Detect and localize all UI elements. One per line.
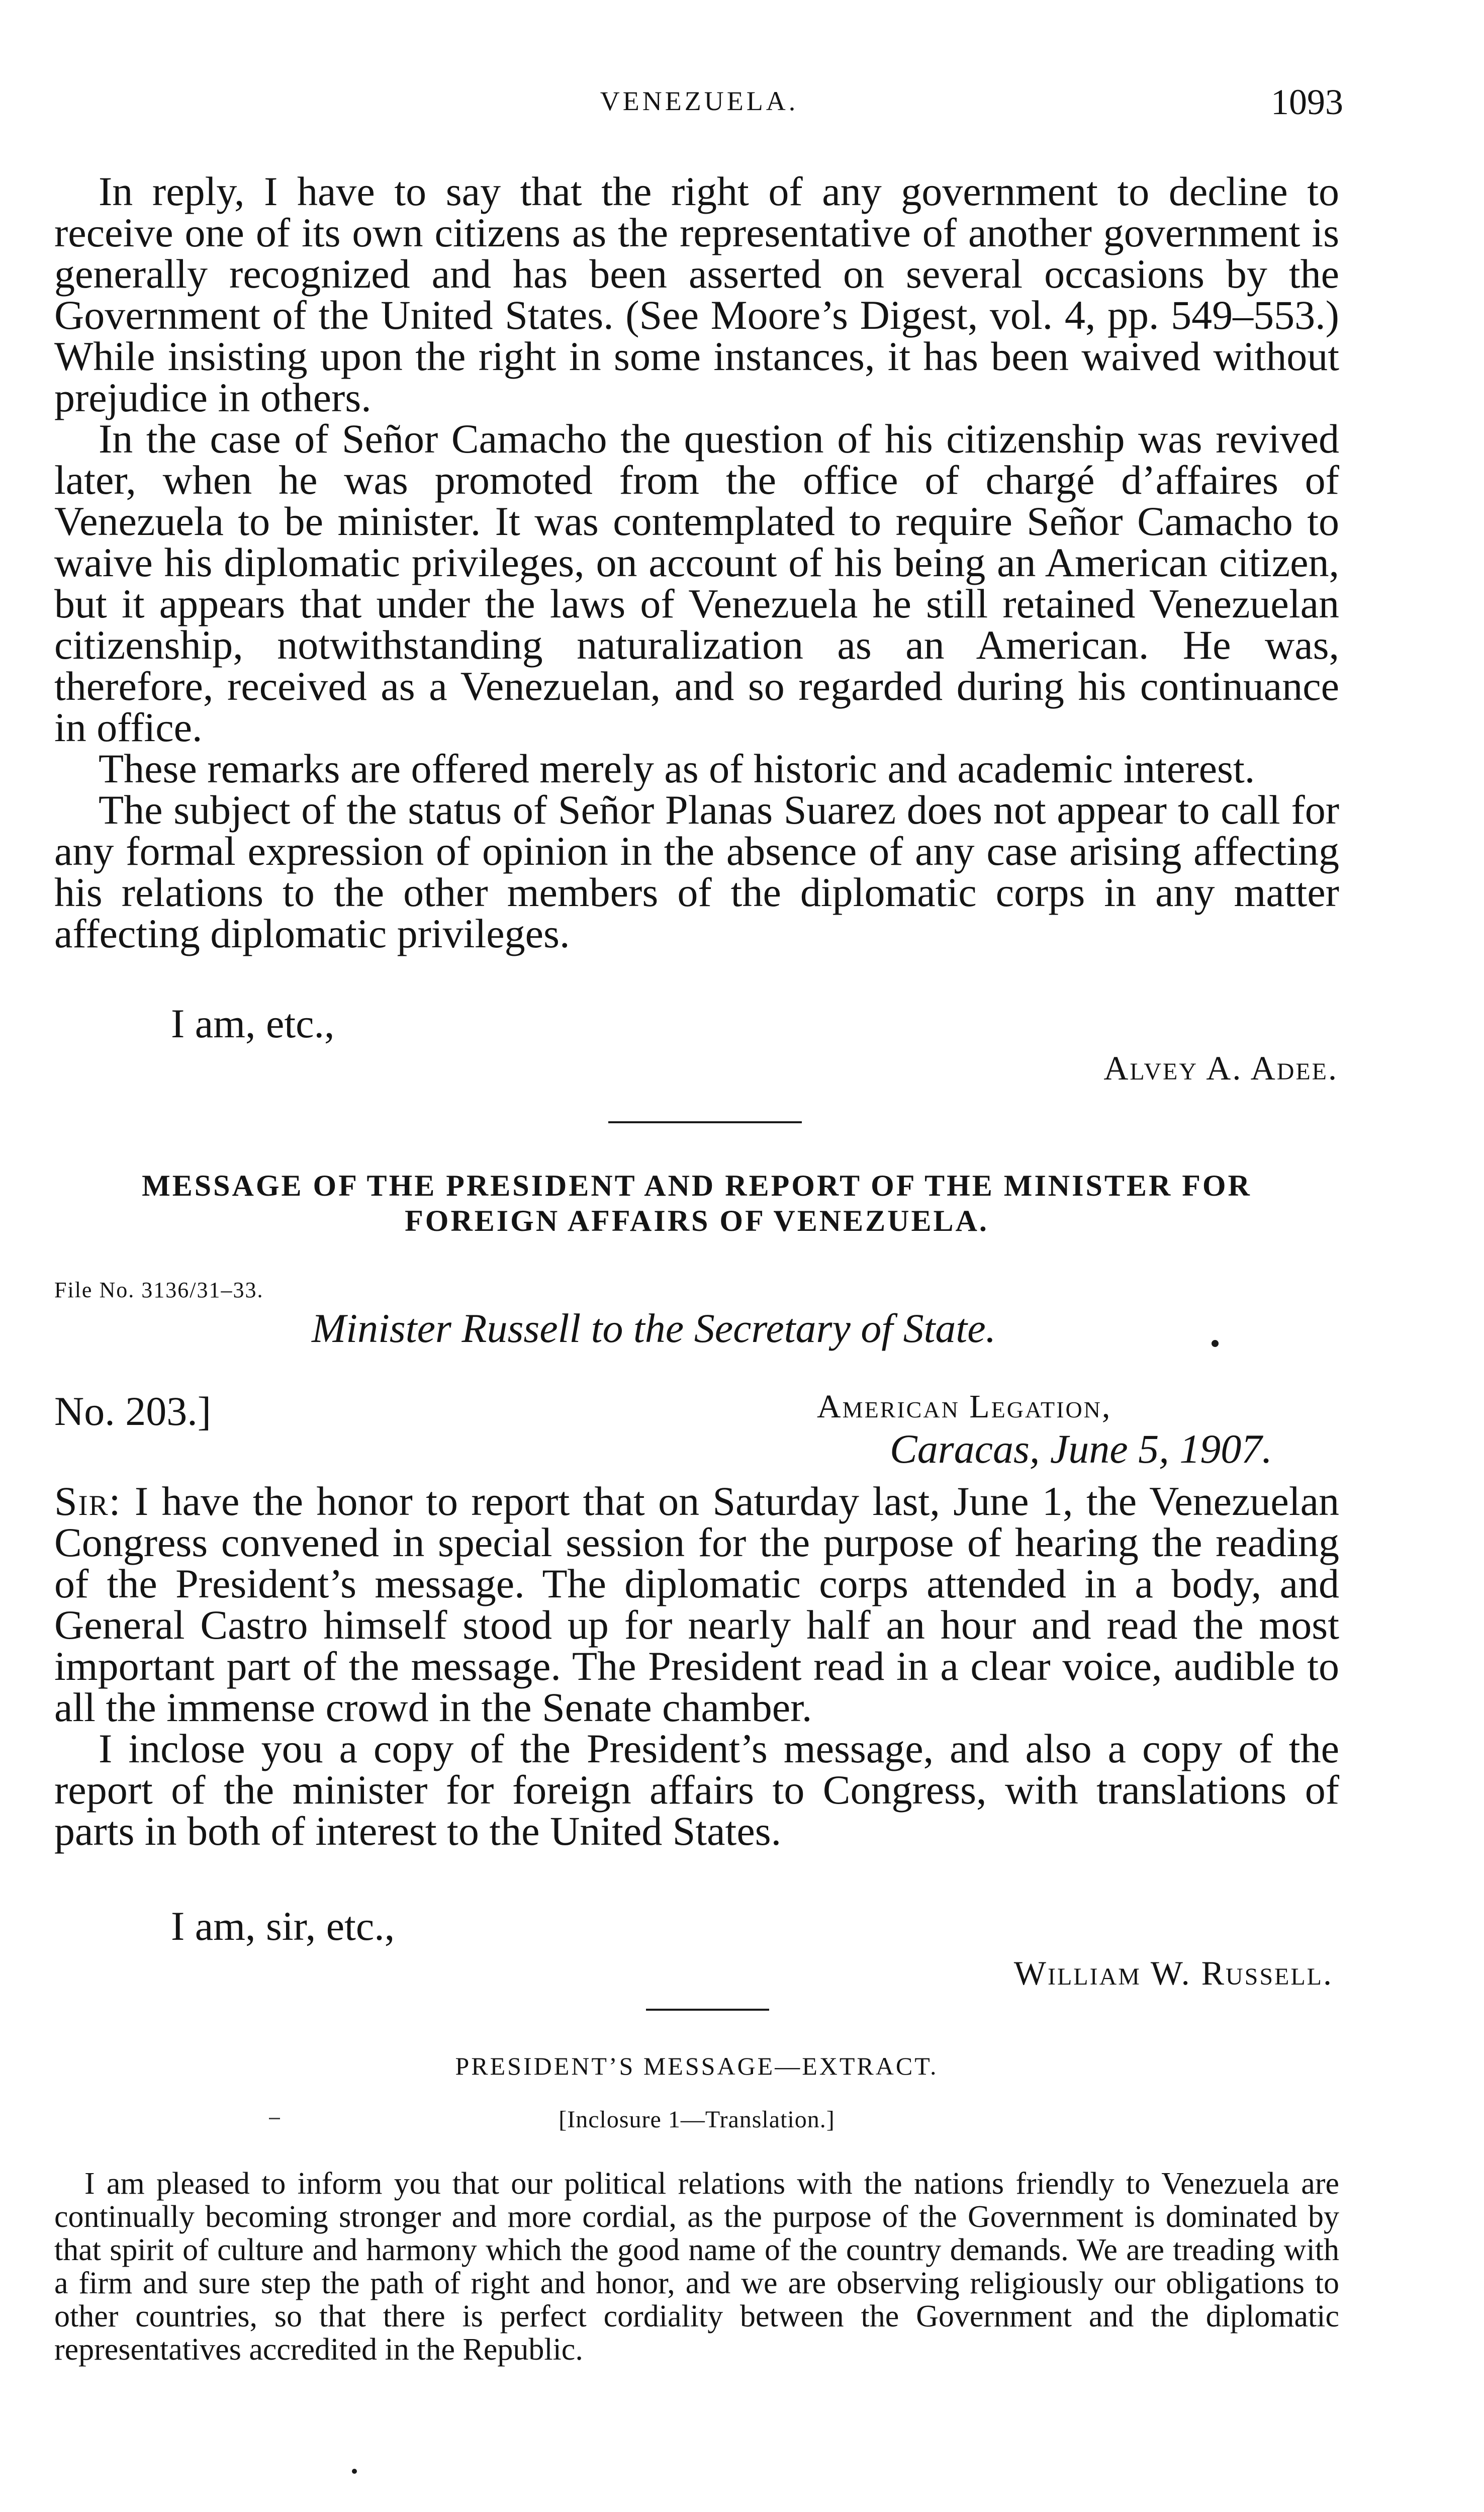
- letter-one-body: [54, 168, 1339, 956]
- letter-one-paragraph: These remarks are offered merely as of historic and academic interest.: [99, 746, 1255, 791]
- stray-dot-mark: [352, 2469, 357, 2474]
- letter-one-paragraph: In reply, I have to say that the right of any government to decline to receive one of its own citizens as the representative of another government is generally recognized and has been asserted on several occasions by the Government of the United States. (See Moore’s Digest, vol. 4, pp. 549–553.) While insisting upon the right in some instances, it has been waived without prejudice in others.: [54, 168, 1339, 420]
- legation-name: American Legation,: [817, 1388, 1112, 1425]
- letter-two-closing: I am, sir, etc.,: [171, 1903, 395, 1949]
- extract-paragraph: I am pleased to inform you that our political relations with the nations friendly to Venezuela are continually becoming stronger and more cordial, as the purpose of the Government is dominated by that spirit of culture and harmony which the good name of the country demands. We are treading with a firm and sure step the path of right and honor, and we are observing religiously our obligations to other countries, so that there is perfect cordiality between the Government and the diplomatic representatives accredited in the Republic.: [54, 2167, 1339, 2367]
- despatch-number: No. 203.]: [54, 1388, 212, 1434]
- letter-one-closing: I am, etc.,: [171, 1001, 335, 1046]
- letter-one-paragraph: The subject of the status of Señor Planas Suarez does not appear to call for any formal expression of opinion in the absence of any case arising affecting his relations to the other members of the diplomatic corps in any matter affecting diplomatic privileges.: [54, 787, 1339, 956]
- letter-one-paragraph: In the case of Señor Camacho the question of his citizenship was revived later, when he was promoted from the office of chargé d’affaires of Venezuela to be minister. It was contemplated to require Señor Camacho to waive his diplomatic privileges, on account of his being an American citizen, but it appears that under the laws of Venezuela he still retained Venezuelan citizenship, notwithstanding naturalization as an American. He was, therefore, received as a Venezuelan, and so regarded during his continuance in office.: [54, 416, 1339, 750]
- letter-two-signature: William W. Russell.: [1013, 1954, 1333, 1992]
- extract-divider: [646, 2009, 769, 2011]
- salutation: Sir:: [54, 1478, 122, 1524]
- letter-two-body: [54, 1478, 1339, 1854]
- section-heading-line2: FOREIGN AFFAIRS OF VENEZUELA.: [405, 1204, 989, 1237]
- document-title: Minister Russell to the Secretary of State.: [312, 1305, 996, 1351]
- running-head: [55, 82, 1343, 131]
- file-number: File No. 3136/31–33.: [54, 1278, 264, 1302]
- letter-two-paragraph: I inclose you a copy of the President’s message, and also a copy of the report of the minister for foreign affairs to Congress, with translations of parts in both of interest to the United States.: [54, 1726, 1339, 1854]
- dateline: Caracas, June 5, 1907.: [890, 1426, 1272, 1472]
- page-number: 1093: [1271, 82, 1343, 122]
- section-divider: [608, 1121, 802, 1123]
- stray-dot-mark: [1212, 1340, 1219, 1347]
- running-title: VENEZUELA.: [600, 86, 799, 116]
- letter-two-paragraph-text: I have the honor to report that on Saturday last, June 1, the Venezuelan Congress convened in special session for the purpose of hearing the reading of the President’s message. The diplomatic corps attended in a body, and General Castro himself stood up for nearly half an hour and read the most important part of the message. The President read in a clear voice, audible to all the immense crowd in the Senate chamber.: [54, 1478, 1339, 1730]
- inclosure-note: [Inclosure 1—Translation.]: [559, 2106, 835, 2133]
- letter-two-paragraph: [54, 1478, 1339, 1730]
- extract-title: PRESIDENT’S MESSAGE—EXTRACT.: [455, 2052, 939, 2080]
- extract-body: [54, 2167, 1339, 2366]
- section-heading-line1: MESSAGE OF THE PRESIDENT AND REPORT OF THE MINISTER FOR: [142, 1169, 1252, 1202]
- letter-one-signature: Alvey A. Adee.: [1103, 1049, 1338, 1087]
